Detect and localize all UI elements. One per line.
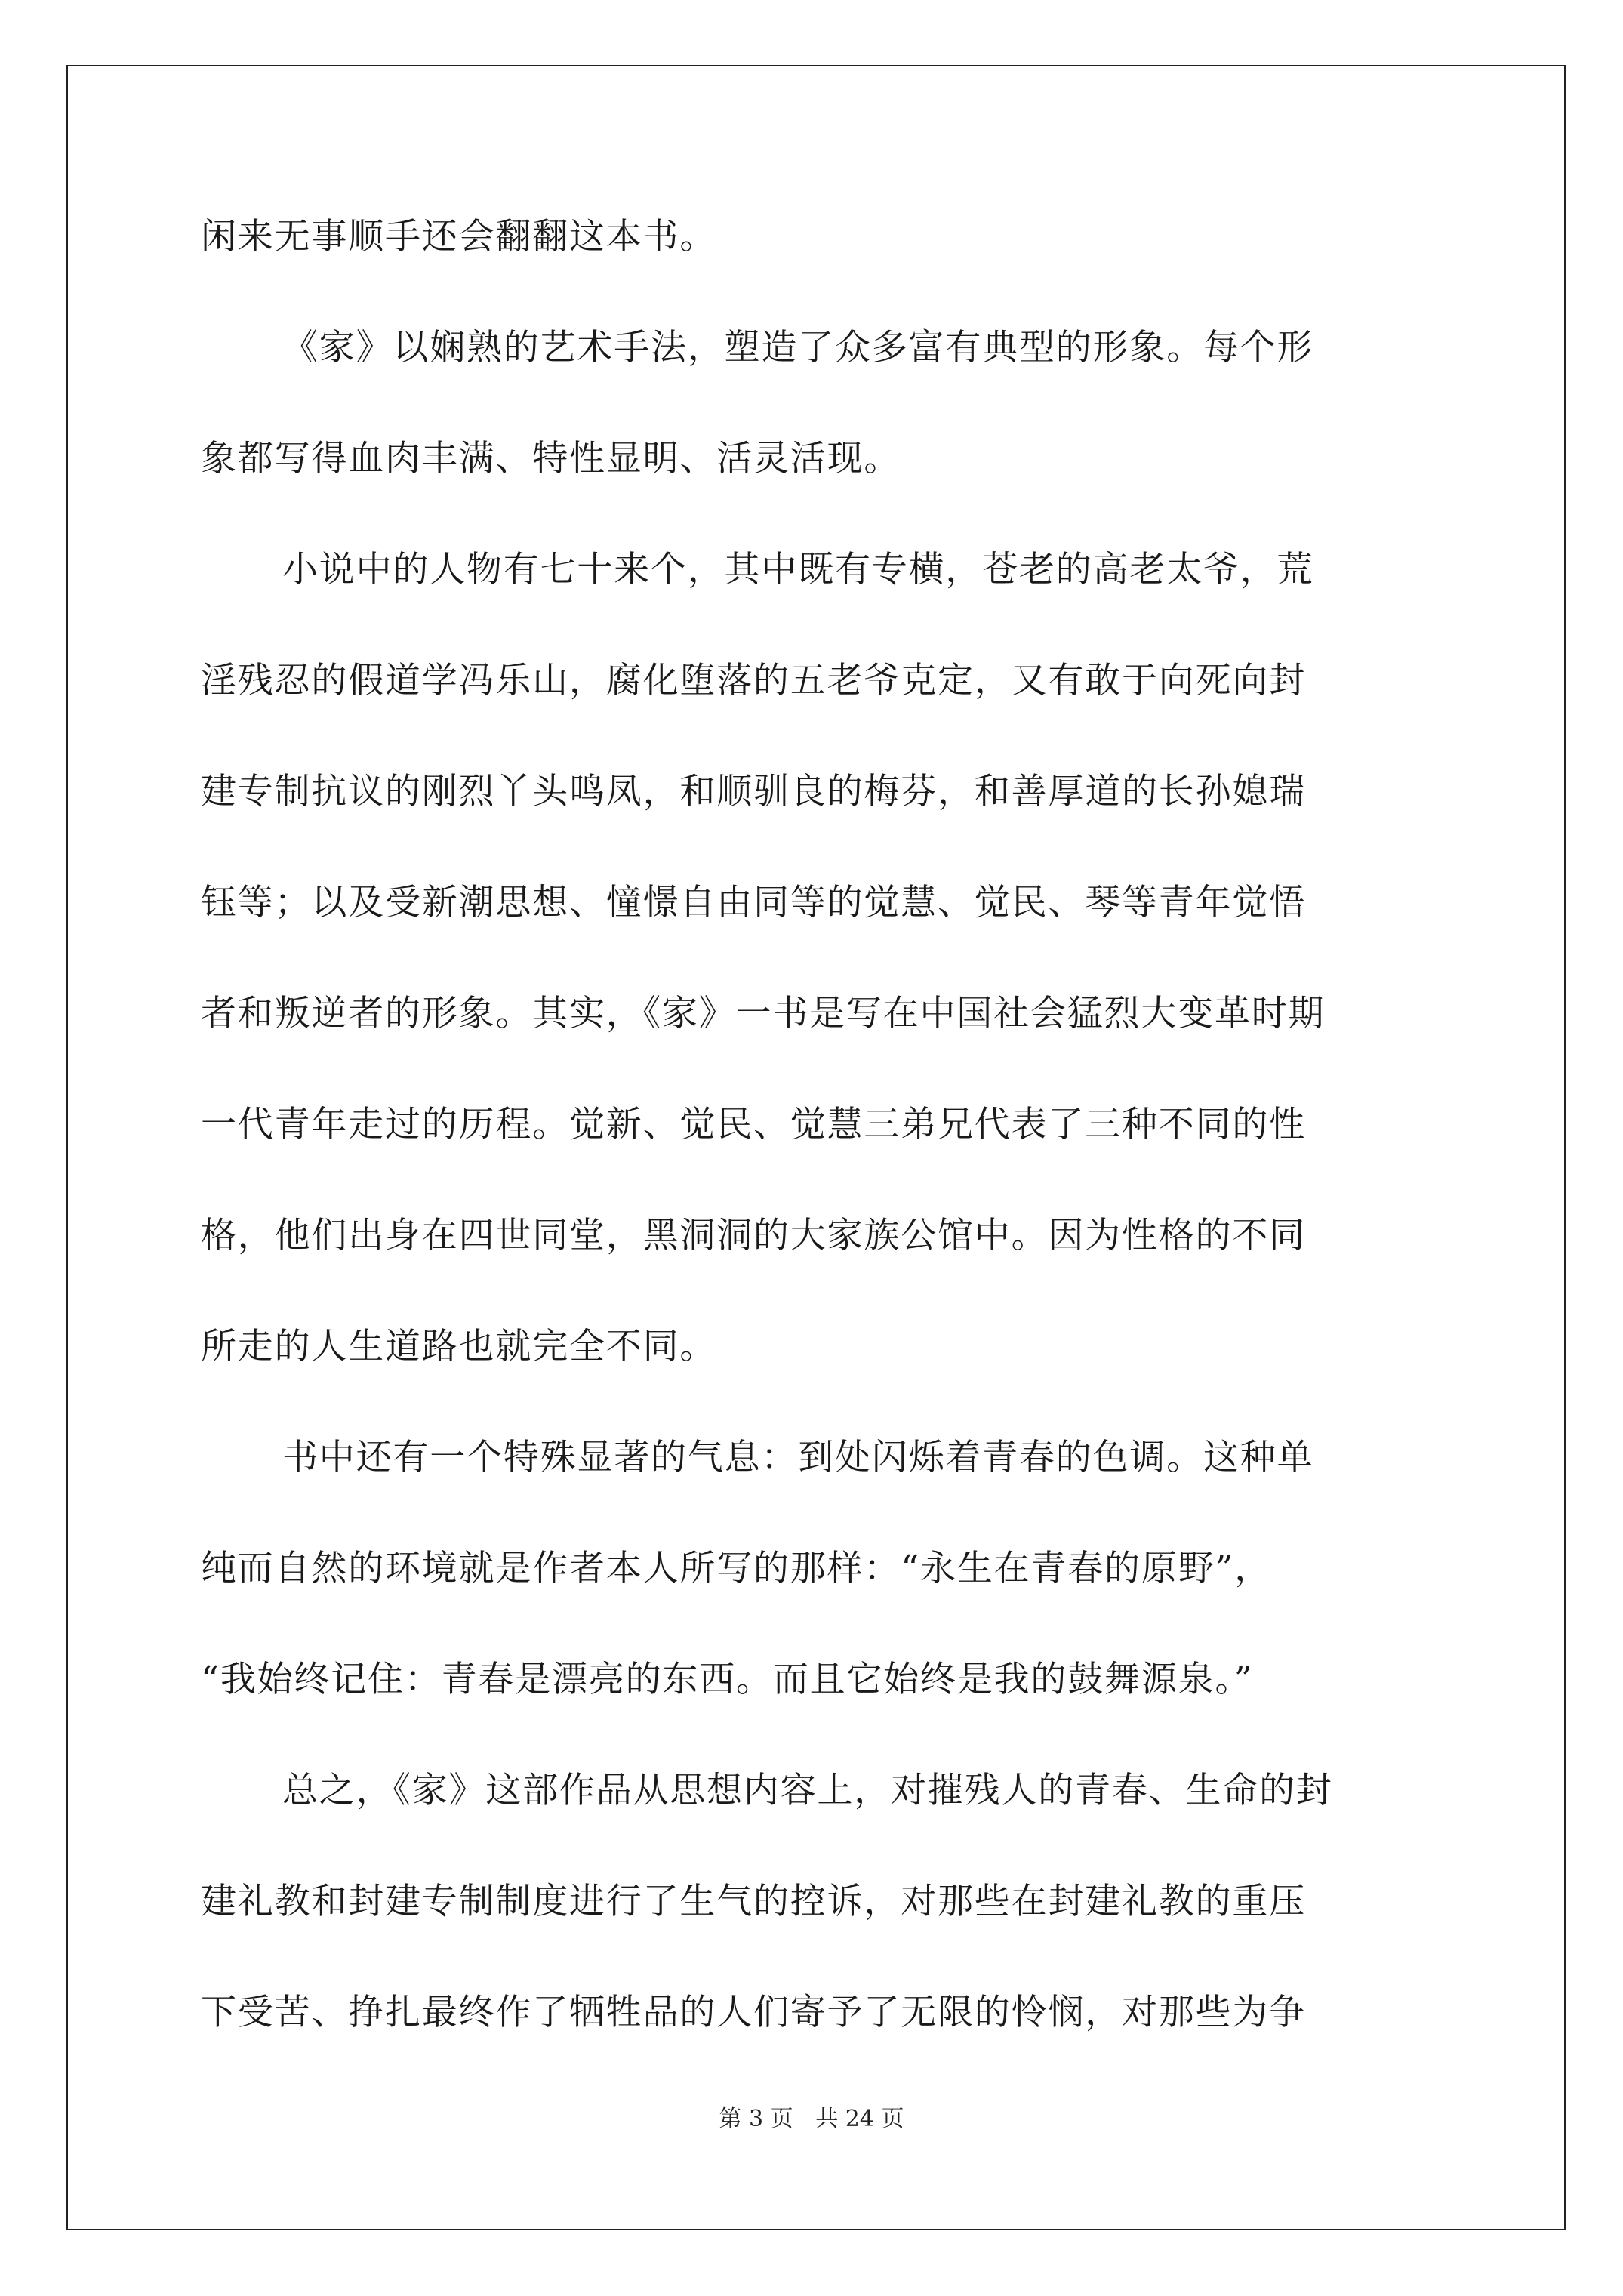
- body-line: “我始终记住：青春是漂亮的东西。而且它始终是我的鼓舞源泉。”: [201, 1659, 1254, 1700]
- body-line: 钰等；以及受新潮思想、憧憬自由同等的觉慧、觉民、琴等青年觉悟: [201, 882, 1306, 923]
- page-footer: [0, 2108, 1623, 2131]
- body-line: 建专制抗议的刚烈丫头鸣凤，和顺驯良的梅芬，和善厚道的长孙媳瑞: [201, 771, 1306, 812]
- document-body: [201, 216, 1431, 2033]
- paragraph-first-line: 总之，《家》这部作品从思想内容上，对摧残人的青春、生命的封: [282, 1770, 1333, 1811]
- page-number: 第 3 页: [719, 2106, 793, 2132]
- body-line: 一代青年走过的历程。觉新、觉民、觉慧三弟兄代表了三种不同的性: [201, 1104, 1306, 1145]
- paragraph-first-line: 《家》以娴熟的艺术手法，塑造了众多富有典型的形象。每个形: [282, 327, 1314, 368]
- page-total: 共 24 页: [815, 2106, 904, 2132]
- body-line: 下受苦、挣扎最终作了牺牲品的人们寄予了无限的怜悯，对那些为争: [201, 1992, 1306, 2033]
- body-line: 象都写得血肉丰满、特性显明、活灵活现。: [201, 438, 901, 479]
- body-line: 淫残忍的假道学冯乐山，腐化堕落的五老爷克定，又有敢于向死向封: [201, 660, 1306, 701]
- body-line: 建礼教和封建专制制度进行了生气的控诉，对那些在封建礼教的重压: [201, 1881, 1306, 1922]
- body-line: 格，他们出身在四世同堂，黑洞洞的大家族公馆中。因为性格的不同: [201, 1215, 1306, 1256]
- body-line: 纯而自然的环境就是作者本人所写的那样：“永生在青春的原野”，: [201, 1548, 1272, 1589]
- body-line: 闲来无事顺手还会翻翻这本书。: [201, 216, 717, 257]
- body-line: 所走的人生道路也就完全不同。: [201, 1326, 717, 1367]
- body-line: 者和叛逆者的形象。其实，《家》一书是写在中国社会猛烈大变革时期: [201, 993, 1326, 1034]
- paragraph-first-line: 小说中的人物有七十来个，其中既有专横，苍老的高老太爷，荒: [282, 549, 1314, 590]
- paragraph-first-line: 书中还有一个特殊显著的气息：到处闪烁着青春的色调。这种单: [282, 1437, 1314, 1478]
